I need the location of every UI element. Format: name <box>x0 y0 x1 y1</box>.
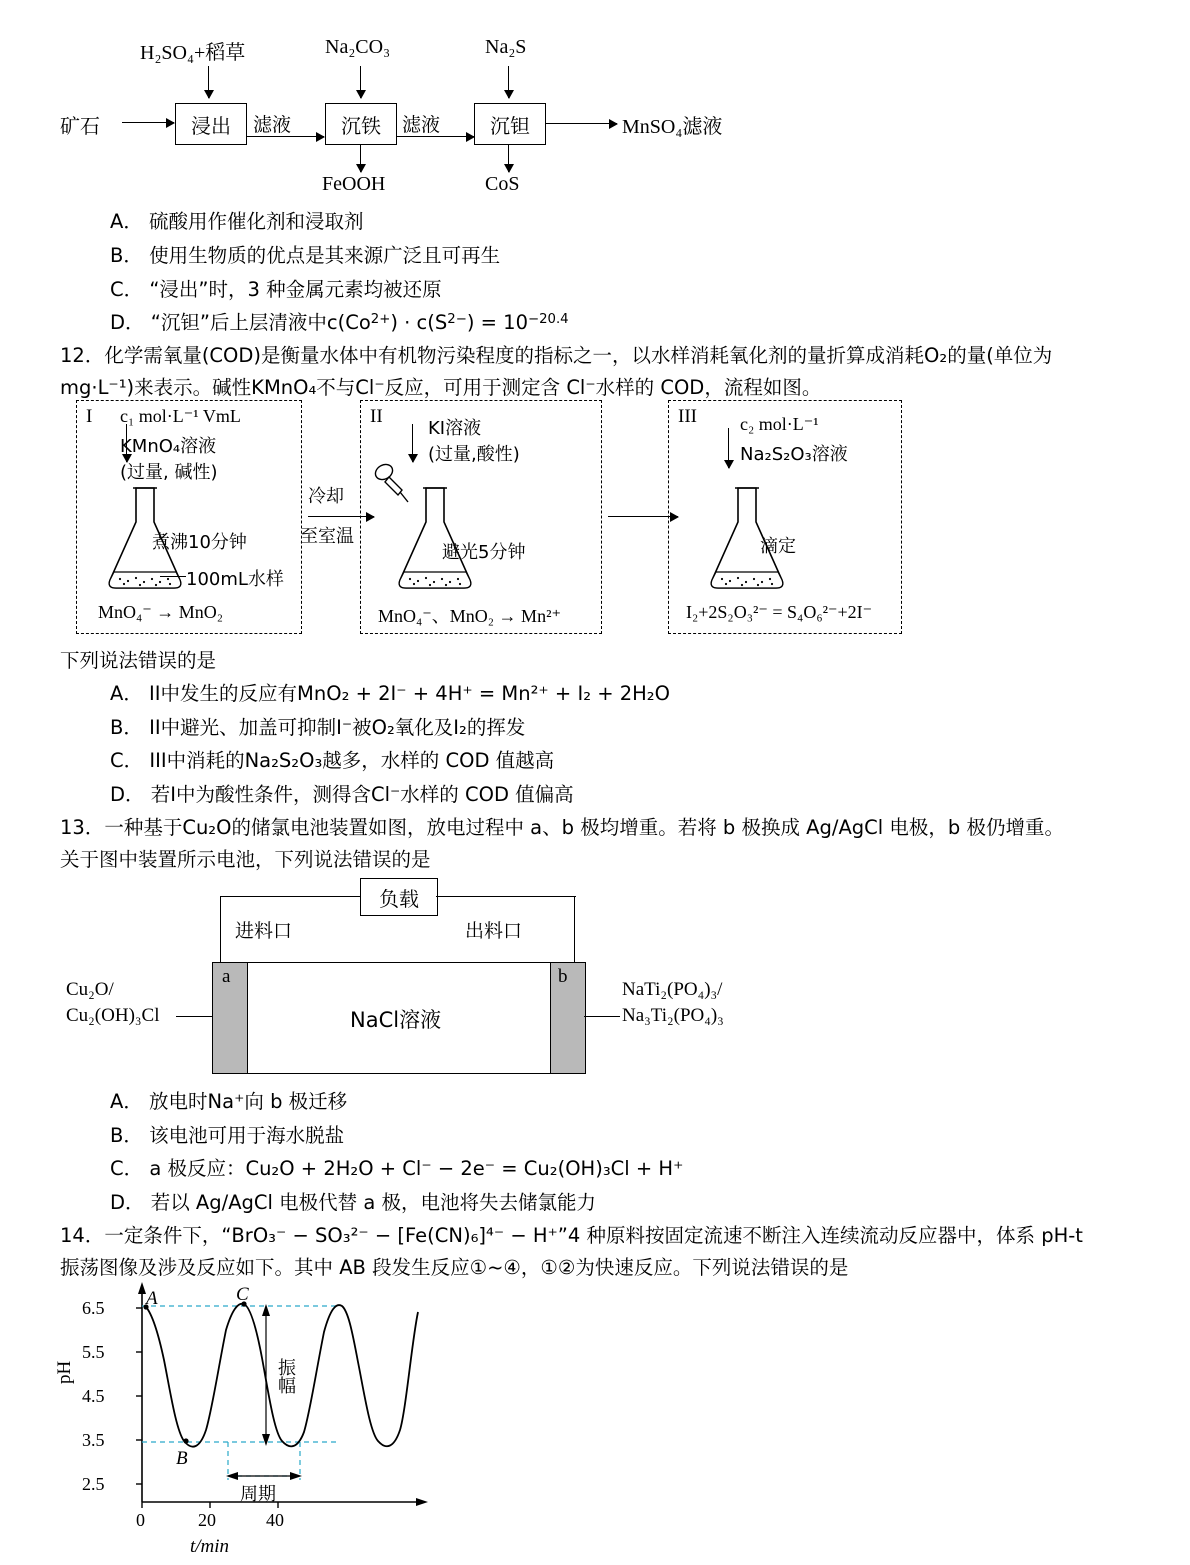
q12-number: 12． <box>60 344 105 367</box>
annotation-period: 周期 <box>240 1484 276 1505</box>
q11-option-b: B． 使用生物质的优点是其来源广泛且可再生 <box>110 244 501 267</box>
q11-option-d-mid: ) · c(S <box>390 311 448 334</box>
cod-arrow-label-bottom: 至室温 <box>300 526 354 547</box>
arrow-down-3 <box>508 66 509 98</box>
xtick-20: 20 <box>198 1510 216 1530</box>
ytick-5.5: 5.5 <box>82 1342 105 1362</box>
ph-oscillation-chart <box>54 1280 480 1560</box>
flow-final-label: MnSO₄滤液 <box>622 116 723 138</box>
flow-between-2: 滤液 <box>402 114 441 136</box>
arrow-right-start <box>122 122 174 123</box>
q11-option-d-prefix: D． “沉钽”后上层清液中c(Co <box>110 311 371 334</box>
flow-output-1: FeOOH <box>322 173 386 195</box>
q12-stem-line2: mg·L⁻¹)来表示。碱性KMnO₄不与Cl⁻反应，可用于测定含 Cl⁻水样的 COD，流程如图。 <box>60 376 822 399</box>
y-axis-label: pH <box>54 1360 75 1384</box>
xtick-0: 0 <box>136 1510 145 1530</box>
q13-option-d: D． 若以 Ag/AgCl 电极代替 a 极，电池将失去储氯能力 <box>110 1191 596 1214</box>
xtick-40: 40 <box>266 1510 284 1530</box>
cod-panel-2-reagent-1: KI溶液 <box>428 418 482 439</box>
cod-panel-1-roman: I <box>86 406 93 427</box>
cod-panel-1-reagent-1: c₁ mol·L⁻¹ VmL <box>120 406 241 426</box>
cod-panel-1-eq: MnO₄⁻ → MnO₂ <box>98 602 224 622</box>
q12-prompt: 下列说法错误的是 <box>60 649 217 672</box>
arrow-down-out-2 <box>508 144 509 172</box>
electrode-a-label: a <box>222 966 231 987</box>
q12-option-c: C． III中消耗的Na₂S₂O₃越多，水样的 COD 值越高 <box>110 749 555 772</box>
arrow-right-1 <box>246 136 324 137</box>
cod-panel-2-reagent-2: (过量,酸性) <box>428 444 520 465</box>
q12-option-a: A． II中发生的反应有MnO₂ + 2I⁻ + 4H⁺ = Mn²⁺ + I₂ + 2H₂O <box>110 682 670 705</box>
right-material-line1: NaTi₂(PO₄)₃/ <box>622 979 723 1000</box>
wire-right-top <box>436 896 576 897</box>
cod-sample-leader <box>160 576 186 577</box>
annotation-B: B <box>176 1448 188 1469</box>
flow-box-cobalt: 沉钽 <box>474 103 546 145</box>
q11-option-d: D． “沉钽”后上层清液中$c(Co^{2+}) \cdot c(S^{2-}) = 10^{-20.4}$ <box>110 311 569 334</box>
wire-left-top <box>220 896 360 897</box>
q13-line1-text: 一种基于Cu₂O的储氯电池装置如图，放电过程中 a、b 极均增重。若将 b 极换成 Ag/AgCl 电极，b 极仍增重。 <box>104 816 1064 839</box>
cod-panel-1-sample: 100mL水样 <box>186 569 284 590</box>
annotation-A: A <box>146 1288 158 1309</box>
flow-input-1: H₂SO₄+稻草 <box>140 42 246 64</box>
lead-right <box>584 1016 620 1017</box>
flow-between-1: 滤液 <box>253 114 292 136</box>
ytick-2.5: 2.5 <box>82 1474 105 1494</box>
q11-option-d-tail: ) = 10 <box>466 311 528 334</box>
q13-option-a: A． 放电时Na⁺向 b 极迁移 <box>110 1090 348 1113</box>
ytick-4.5: 4.5 <box>82 1386 105 1406</box>
wire-left-down <box>220 896 221 964</box>
q12-option-b: B． II中避光、加盖可抑制I⁻被O₂氧化及I₂的挥发 <box>110 716 526 739</box>
q14-line1-text: 一定条件下，“BrO₃⁻ − SO₃²⁻ − [Fe(CN)₆]⁴⁻ − H⁺”4 种原料按固定流速不断注入连续流动反应器中，体系 pH-t <box>104 1224 1083 1247</box>
outlet-label: 出料口 <box>465 920 523 942</box>
ore-leaching-flow-diagram <box>60 18 860 198</box>
q13-stem-line1 <box>60 812 1150 840</box>
cod-panel-2-roman: II <box>370 406 383 427</box>
cod-arrow-down-1 <box>126 424 127 462</box>
wire-right-down <box>574 896 575 964</box>
q11-option-a: A． 硫酸用作催化剂和浸取剂 <box>110 210 364 233</box>
cod-arrow-label-top: 冷却 <box>308 486 344 507</box>
arrow-down-2 <box>360 66 361 98</box>
q14-stem-line2: 振荡图像及涉及反应如下。其中 AB 段发生反应①~④，①②为快速反应。下列说法错误的是 <box>60 1256 849 1279</box>
left-material-line1: Cu₂O/ <box>66 979 114 1000</box>
arrow-right-2 <box>396 136 474 137</box>
arrow-down-1 <box>208 66 209 98</box>
q13-number: 13． <box>60 816 105 839</box>
cod-panel-3-roman: III <box>678 406 697 427</box>
cod-panel-1-reagent-3: (过量, 碱性) <box>120 462 218 483</box>
q14-stem-line1 <box>60 1220 1160 1248</box>
x-axis-label: t/min <box>190 1536 230 1557</box>
annotation-C: C <box>236 1284 249 1305</box>
q13-option-c: C． a 极反应：Cu₂O + 2H₂O + Cl⁻ − 2e⁻ = Cu₂(OH)₃Cl + H⁺ <box>110 1157 684 1180</box>
q12-stem-line1 <box>60 340 1150 368</box>
q14-number: 14． <box>60 1224 105 1247</box>
cod-panel-2-flask-label: 避光5分钟 <box>442 542 526 563</box>
q12-line1-text: 化学需氧量(COD)是衡量水体中有机物污染程度的指标之一，以水样消耗氧化剂的量折算成消耗O₂的量(单位为 <box>104 344 1053 367</box>
ytick-6.5: 6.5 <box>82 1298 105 1318</box>
cod-arrow-down-2 <box>412 424 413 462</box>
cod-panel-3-reagent-1: c₂ mol·L⁻¹ <box>740 414 819 434</box>
q12-option-d: D． 若I中为酸性条件，测得含Cl⁻水样的 COD 值偏高 <box>110 783 574 806</box>
q11-option-d-exp: −20.4 <box>527 312 569 328</box>
electrode-b-label: b <box>558 966 568 987</box>
right-material-line2: Na₃Ti₂(PO₄)₃ <box>622 1005 724 1026</box>
cod-panel-3-flask-label: 滴定 <box>760 536 796 557</box>
q13-stem-line2: 关于图中装置所示电池，下列说法错误的是 <box>60 848 431 871</box>
cod-panel-3-eq: I₂+2S₂O₃²⁻ = S₄O₆²⁻+2I⁻ <box>686 602 873 622</box>
inlet-label: 进料口 <box>235 920 293 942</box>
cod-panel-1-flask-label: 煮沸10分钟 <box>152 532 247 553</box>
annotation-amplitude: 振幅 <box>275 1358 296 1394</box>
flow-box-leach: 浸出 <box>175 103 247 145</box>
q11-option-c: C． “浸出”时，3 种金属元素均被还原 <box>110 278 442 301</box>
cod-panel-3-reagent-2: Na₂S₂O₃溶液 <box>740 444 848 465</box>
cod-arrow-down-3 <box>728 428 729 468</box>
load-box: 负载 <box>360 878 438 916</box>
cod-panel-1-reagent-2: KMnO₄溶液 <box>120 436 217 457</box>
q13-option-b: B． 该电池可用于海水脱盐 <box>110 1124 345 1147</box>
flow-box-iron: 沉铁 <box>325 103 397 145</box>
cod-panel-2-eq: MnO₄⁻、MnO₂ → Mn²⁺ <box>378 606 561 626</box>
electrolyte-label: NaCl溶液 <box>350 1008 442 1032</box>
battery-diagram <box>60 874 1150 1094</box>
electrode-b <box>550 962 586 1074</box>
ytick-3.5: 3.5 <box>82 1430 105 1450</box>
cod-procedure-diagram <box>60 400 1150 640</box>
lead-left <box>176 1016 212 1017</box>
left-material-line2: Cu₂(OH)₃Cl <box>66 1005 160 1026</box>
flow-start-label: 矿石 <box>60 114 100 138</box>
flow-input-3: Na₂S <box>485 36 527 58</box>
flow-input-2: Na₂CO₃ <box>325 36 391 58</box>
flow-output-2: CoS <box>485 173 520 195</box>
arrow-right-final <box>545 123 617 124</box>
arrow-down-out-1 <box>360 144 361 172</box>
